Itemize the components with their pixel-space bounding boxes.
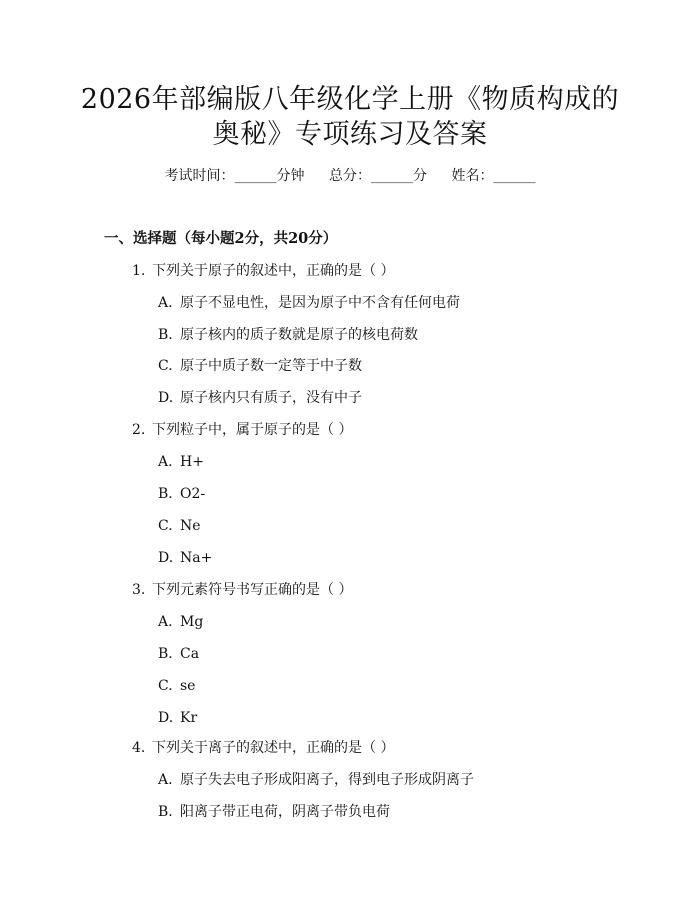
option-letter: B. — [158, 804, 173, 820]
question-4-option-a — [158, 770, 474, 790]
option-text: Ca — [180, 646, 200, 662]
option-letter: A. — [158, 772, 173, 788]
question-4-option-b — [158, 802, 390, 822]
option-letter: C. — [158, 358, 173, 374]
question-2-option-c — [158, 516, 201, 536]
question-text: 下列关于原子的叙述中，正确的是（ ） — [152, 263, 395, 279]
option-text: Mg — [180, 614, 204, 630]
question-3-option-d — [158, 708, 197, 728]
option-text: 原子失去电子形成阳离子，得到电子形成阴离子 — [180, 772, 474, 788]
question-4 — [132, 738, 394, 758]
option-text: Kr — [180, 710, 198, 726]
question-1 — [132, 261, 394, 281]
option-text: 阳离子带正电荷，阴离子带负电荷 — [180, 804, 390, 820]
question-3-option-c — [158, 676, 195, 696]
question-2-option-a — [158, 452, 204, 472]
option-letter: C. — [158, 518, 173, 534]
question-1-option-b — [158, 325, 418, 345]
question-1-option-c — [158, 356, 362, 376]
section-title: 一、选择题（每小题2分，共20分） — [104, 230, 338, 247]
option-letter: A. — [158, 454, 173, 470]
option-letter: B. — [158, 327, 173, 343]
option-text: se — [180, 678, 196, 694]
option-text: Na+ — [180, 550, 213, 566]
option-text: 原子不显电性，是因为原子中不含有任何电荷 — [180, 295, 460, 311]
exam-score-field: 总分：______分 — [329, 168, 427, 184]
option-letter: A. — [158, 614, 173, 630]
option-letter: A. — [158, 295, 173, 311]
option-text: H+ — [180, 454, 204, 470]
option-text: 原子核内只有质子，没有中子 — [180, 390, 362, 406]
exam-time-field: 考试时间：______分钟 — [164, 168, 305, 184]
question-number: 2. — [132, 422, 146, 438]
option-text: O2- — [180, 486, 206, 502]
option-letter: D. — [158, 710, 174, 726]
question-2-option-b — [158, 484, 205, 504]
question-3-option-b — [158, 644, 199, 664]
question-1-option-a — [158, 293, 460, 313]
student-name-field: 姓名：______ — [451, 168, 536, 184]
question-text: 下列粒子中，属于原子的是（ ） — [152, 422, 353, 438]
question-text: 下列关于离子的叙述中，正确的是（ ） — [152, 740, 395, 756]
option-letter: D. — [158, 550, 174, 566]
option-letter: C. — [158, 678, 173, 694]
document-title-line-1: 2026年部编版八年级化学上册《物质构成的 — [80, 84, 620, 115]
question-1-option-d — [158, 388, 362, 408]
question-2 — [132, 420, 352, 440]
option-text: 原子核内的质子数就是原子的核电荷数 — [180, 327, 418, 343]
option-letter: B. — [158, 486, 173, 502]
question-3-option-a — [158, 612, 203, 632]
question-3 — [132, 580, 352, 600]
exam-info — [0, 166, 700, 186]
question-2-option-d — [158, 548, 212, 568]
option-letter: B. — [158, 646, 173, 662]
question-number: 4. — [132, 740, 146, 756]
question-number: 3. — [132, 582, 146, 598]
question-text: 下列元素符号书写正确的是（ ） — [152, 582, 353, 598]
option-text: 原子中质子数一定等于中子数 — [180, 358, 362, 374]
document-title-line-2: 奥秘》专项练习及答案 — [212, 119, 488, 150]
question-number: 1. — [132, 263, 146, 279]
option-letter: D. — [158, 390, 174, 406]
option-text: Ne — [180, 518, 201, 534]
